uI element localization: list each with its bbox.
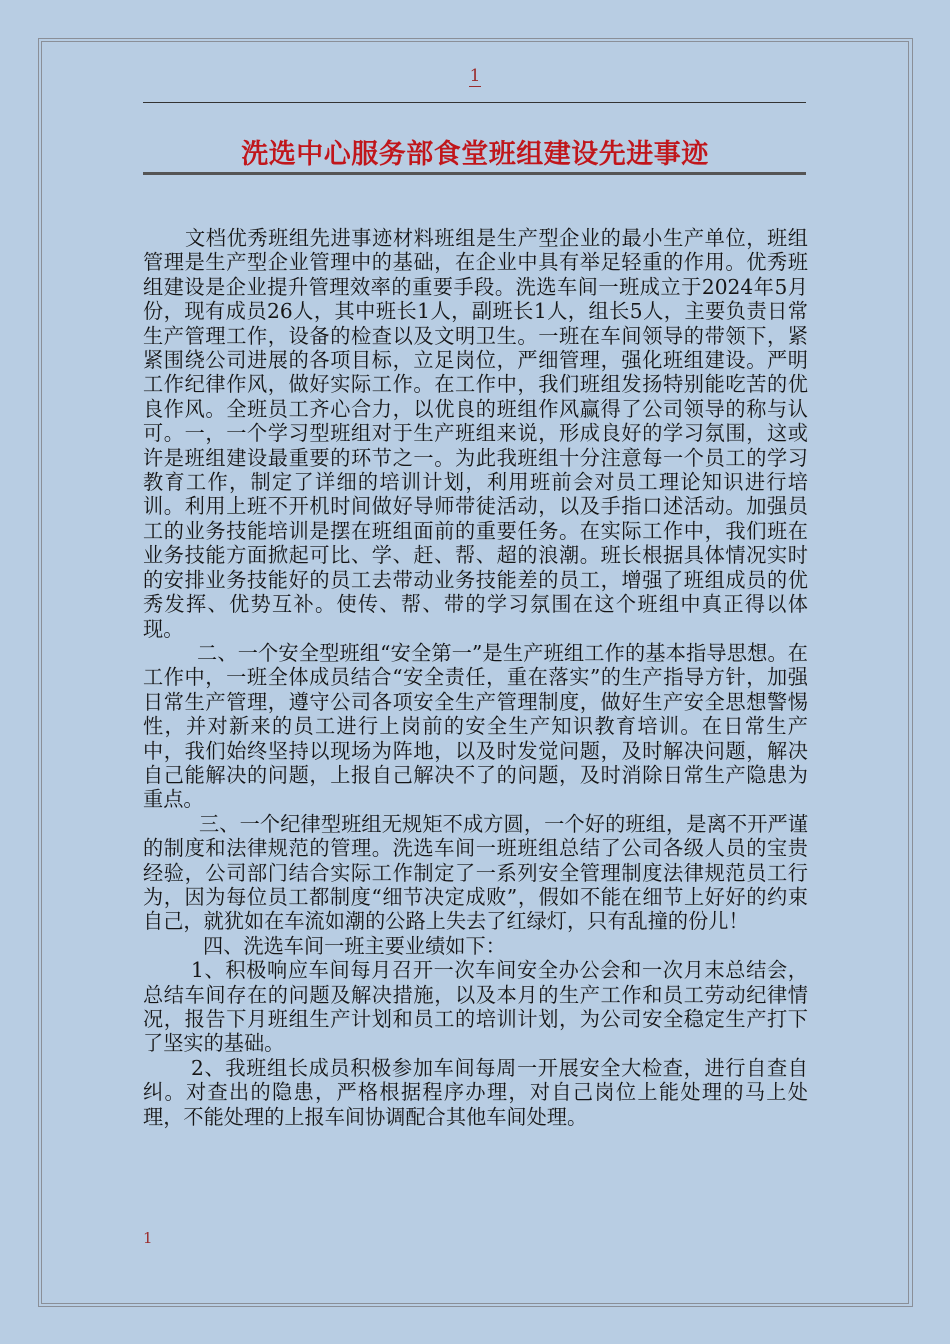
- paragraph-discipline: 三、一个纪律型班组无规矩不成方圆，一个好的班组，是离不开严谨的制度和法律规范的管理。洗选车间一班班组总结了公司各级人员的宝贵经验，公司部门结合实际工作制定了一系列安全管理制度法律规范员工行为，因为每位员工都制度“细节决定成败”，假如不能在细节上好好的约束自己，就犹如在车流如潮的公路上失去了红绿灯，只有乱撞的份儿！: [143, 811, 808, 934]
- paragraph-intro: 文档优秀班组先进事迹材料班组是生产型企业的最小生产单位，班组管理是生产型企业管理中的基础，在企业中具有举足轻重的作用。优秀班组建设是企业提升管理效率的重要手段。洗选车间一班成立于2024年5月份，现有成员26人，其中班长1人，副班长1人，组长5人，主要负责日常生产管理工作，设备的检查以及文明卫生。一班在车间领导的带领下，紧紧围绕公司进展的各项目标，立足岗位，严细管理，强化班组建设。严明工作纪律作风，做好实际工作。在工作中，我们班组发扬特别能吃苦的优良作风。全班员工齐心合力，以优良的班组作风赢得了公司领导的称与认可。一，一个学习型班组对于生产班组来说，形成良好的学习氛围，这或许是班组建设最重要的环节之一。为此我班组十分注意每一个员工的学习教育工作，制定了详细的培训计划，利用班前会对员工理论知识进行培训。利用上班不开机时间做好导师带徒活动，以及手指口述活动。加强员工的业务技能培训是摆在班组面前的重要任务。在实际工作中，我们班在业务技能方面掀起可比、学、赶、帮、超的浪潮。班长根据具体情况实时的安排业务技能好的员工去带动业务技能差的员工，增强了班组成员的优秀发挥、优势互补。使传、帮、带的学习氛围在这个班组中真正得以体现。: [143, 226, 808, 641]
- document-title: 洗选中心服务部食堂班组建设先进事迹: [241, 139, 709, 170]
- header-page-number: 1: [469, 66, 481, 86]
- title-rule: [143, 172, 806, 175]
- paragraph-achievements-heading: 四、洗选车间一班主要业绩如下：: [203, 933, 506, 958]
- paragraph-achievement-2: 2、我班组长成员积极参加车间每周一开展安全大检查，进行自查自纠。对查出的隐患，严格根据程序办理，对自己岗位上能处理的马上处理，不能处理的上报车间协调配合其他车间处理。: [143, 1055, 808, 1129]
- document-body: [143, 226, 808, 1129]
- header-rule: [143, 102, 806, 103]
- paragraph-achievement-1: 1、积极响应车间每月召开一次车间安全办公会和一次月末总结会，总结车间存在的问题及解决措施，以及本月的生产工作和员工劳动纪律情况，报告下月班组生产计划和员工的培训计划，为公司安全稳定生产打下了坚实的基础。: [143, 958, 808, 1056]
- paragraph-safety: 二、一个安全型班组“安全第一”是生产班组工作的基本指导思想。在工作中，一班全体成员结合“安全责任，重在落实”的生产指导方针，加强日常生产管理，遵守公司各项安全生产管理制度，做好生产安全思想警惕性，并对新来的员工进行上岗前的安全生产知识教育培训。在日常生产中，我们始终坚持以现场为阵地，以及时发觉问题，及时解决问题，解决自己能解决的问题，上报自己解决不了的问题，及时消除日常生产隐患为重点。: [143, 640, 808, 812]
- footer-page-number: 1: [143, 1229, 153, 1247]
